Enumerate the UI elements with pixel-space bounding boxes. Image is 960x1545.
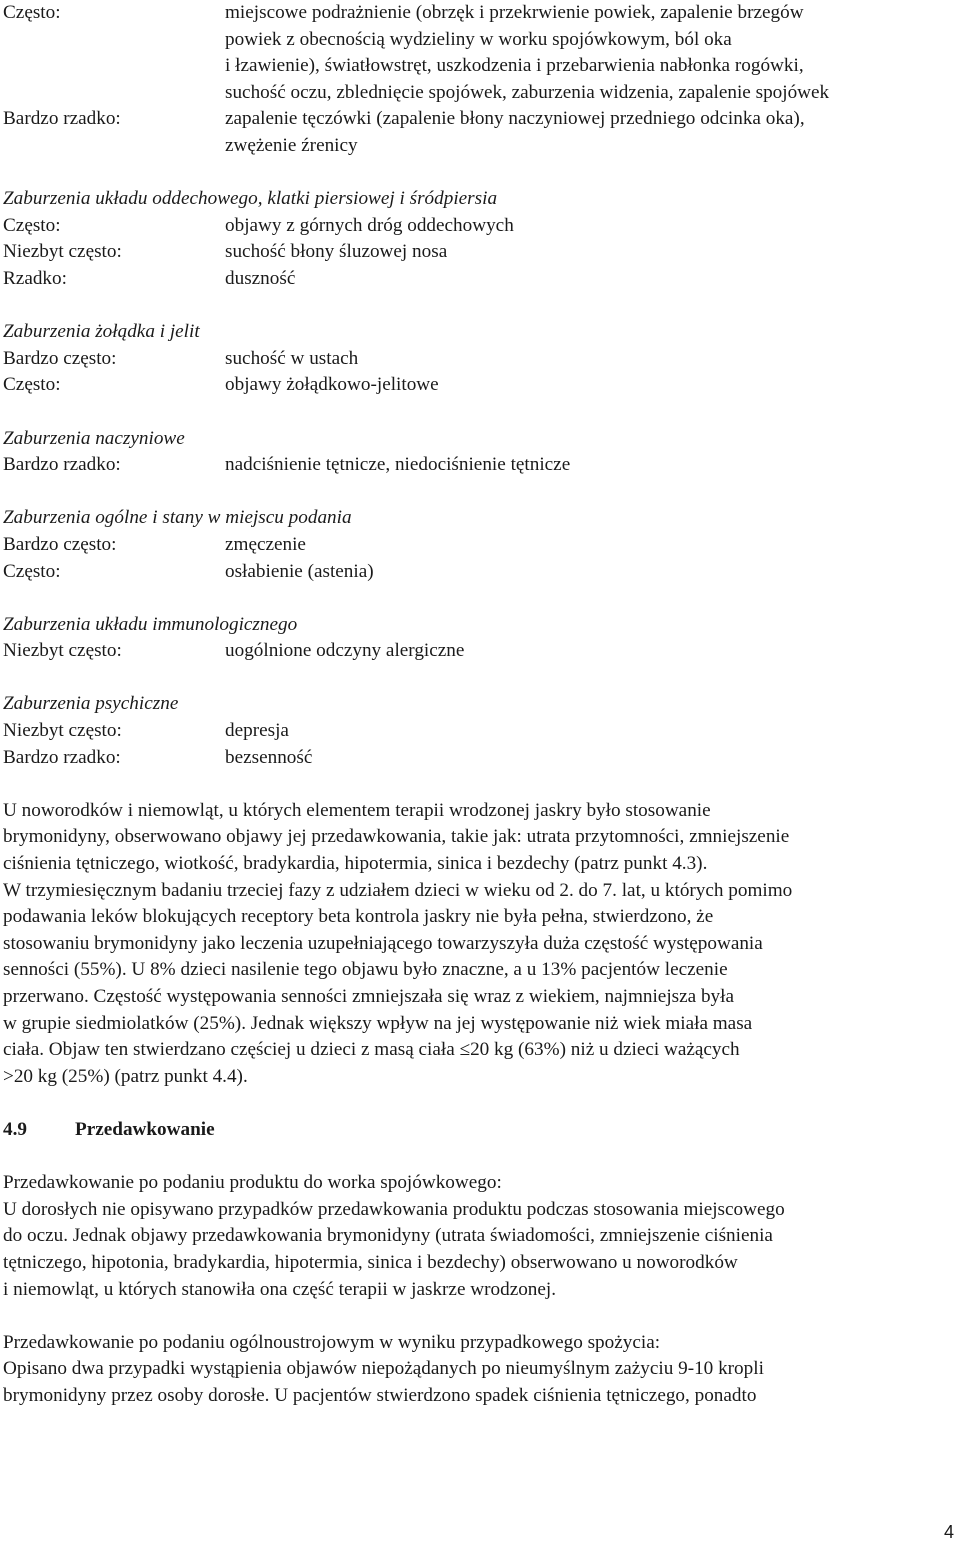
section-heading: Zaburzenia naczyniowe bbox=[3, 427, 185, 449]
text-line: ciśnienia tętniczego, wiotkość, bradykardia, hipotermia, sinica i bezdechy (patrz punkt 4.3). bbox=[3, 853, 708, 875]
section-number: 4.9 bbox=[3, 1118, 27, 1140]
adverse-effect-row bbox=[3, 745, 955, 772]
text-line: stosowaniu brymonidyny jako leczenia uzupełniającego towarzyszyła duża częstość występowania bbox=[3, 932, 763, 954]
text-line: senności (55%). U 8% dzieci nasilenie tego objawu było znaczne, a u 13% pacjentów leczenie bbox=[3, 959, 728, 981]
effect-description: objawy żołądkowo-jelitowe bbox=[225, 374, 439, 396]
frequency-label: Bardzo często: bbox=[3, 533, 117, 555]
text-line: i niemowląt, u których stanowiła ona część terapii w jaskrze wrodzonej. bbox=[3, 1278, 557, 1300]
spacer bbox=[3, 771, 955, 798]
section-heading: Zaburzenia żołądka i jelit bbox=[3, 321, 200, 343]
frequency-label: Bardzo rzadko: bbox=[3, 454, 121, 476]
frequency-label: Często: bbox=[3, 374, 61, 396]
spacer bbox=[3, 160, 955, 187]
paragraph-heading: Przedawkowanie po podaniu produktu do worka spojówkowego: bbox=[3, 1172, 502, 1194]
text-line: zwężenie źrenicy bbox=[225, 134, 358, 156]
text-line: powiek z obecnością wydzieliny w worku spojówkowym, ból oka bbox=[225, 28, 732, 50]
page-number: 4 bbox=[943, 1522, 954, 1542]
effect-description: nadciśnienie tętnicze, niedociśnienie tętnicze bbox=[225, 454, 571, 476]
frequency-label: Niezbyt często: bbox=[3, 720, 122, 742]
adverse-effect-row bbox=[3, 638, 955, 665]
adverse-effect-row bbox=[3, 452, 955, 479]
frequency-column bbox=[3, 0, 225, 160]
section-heading: Zaburzenia psychiczne bbox=[3, 693, 179, 715]
effect-description: depresja bbox=[225, 720, 289, 742]
text-line: przerwano. Częstość występowania senności zmniejszała się wraz z wiekiem, najmniejsza była bbox=[3, 986, 734, 1007]
effect-description: bezsenność bbox=[225, 746, 313, 768]
spacer bbox=[3, 1303, 955, 1330]
adverse-effect-row bbox=[3, 346, 955, 373]
text-line: W trzymiesięcznym badaniu trzeciej fazy z udziałem dzieci w wieku od 2. do 7. lat, u których pomimo bbox=[3, 879, 793, 901]
frequency-label-common: Często: bbox=[3, 2, 61, 23]
spacer bbox=[3, 1090, 955, 1117]
ocular-overdose-paragraph bbox=[3, 1170, 955, 1303]
section-title bbox=[3, 1117, 955, 1144]
section-vascular bbox=[3, 426, 955, 479]
frequency-label: Niezbyt często: bbox=[3, 241, 122, 263]
frequency-label: Często: bbox=[3, 560, 61, 582]
text-line: i łzawienie), światłowstręt, uszkodzenia i przebarwienia nabłonka rogówki, bbox=[225, 55, 804, 77]
frequency-label-very-rare: Bardzo rzadko: bbox=[3, 108, 121, 130]
frequency-label: Bardzo rzadko: bbox=[3, 746, 121, 768]
spacer bbox=[3, 1144, 955, 1171]
effect-description: uogólnione odczyny alergiczne bbox=[225, 640, 465, 662]
effect-description: zmęczenie bbox=[225, 533, 306, 555]
frequency-label: Rzadko: bbox=[3, 267, 67, 289]
eye-disorders-block bbox=[3, 0, 955, 160]
systemic-overdose-paragraph bbox=[3, 1330, 955, 1410]
pediatric-paragraph bbox=[3, 798, 955, 1091]
adverse-effect-row bbox=[3, 718, 955, 745]
text-line: tętniczego, hipotonia, bradykardia, hipotermia, sinica i bezdechy) obserwowano u noworodków bbox=[3, 1251, 738, 1273]
section-general bbox=[3, 505, 955, 585]
frequency-label: Niezbyt często: bbox=[3, 640, 122, 662]
text-line: U noworodków i niemowląt, u których elementem terapii wrodzonej jaskry było stosowanie bbox=[3, 799, 711, 821]
text-line: do oczu. Jednak objawy przedawkowania brymonidyny (utrata świadomości, zmniejszenie ciśnienia bbox=[3, 1225, 773, 1247]
document-page bbox=[3, 0, 955, 1410]
section-gastrointestinal bbox=[3, 319, 955, 399]
effect-description: suchość w ustach bbox=[225, 347, 359, 369]
effect-description: duszność bbox=[225, 267, 296, 289]
spacer bbox=[3, 293, 955, 320]
text-line: suchość oczu, zblednięcie spojówek, zaburzenia widzenia, zapalenie spojówek bbox=[225, 81, 830, 103]
text-line: miejscowe podrażnienie (obrzęk i przekrwienie powiek, zapalenie brzegów bbox=[225, 2, 804, 23]
adverse-effect-row bbox=[3, 559, 955, 586]
effect-description: objawy z górnych dróg oddechowych bbox=[225, 214, 514, 236]
section-psychiatric bbox=[3, 691, 955, 771]
section-heading: Zaburzenia układu oddechowego, klatki piersiowej i śródpiersia bbox=[3, 188, 498, 210]
section-immune bbox=[3, 612, 955, 665]
text-line: brymonidyny, obserwowano objawy jej przedawkowania, takie jak: utrata przytomności, zmniejszenie bbox=[3, 826, 790, 848]
section-title-text: Przedawkowanie bbox=[75, 1118, 215, 1140]
adverse-effect-row bbox=[3, 372, 955, 399]
spacer bbox=[3, 479, 955, 506]
text-line: w grupie siedmiolatków (25%). Jednak większy wpływ na jej występowanie niż wiek miała masa bbox=[3, 1012, 753, 1034]
effect-description: suchość błony śluzowej nosa bbox=[225, 241, 448, 263]
text-line: podawania leków blokujących receptory beta kontrola jaskry nie była pełna, stwierdzono, że bbox=[3, 906, 714, 928]
text-line: zapalenie tęczówki (zapalenie błony naczyniowej przedniego odcinka oka), bbox=[225, 108, 805, 130]
effect-description: osłabienie (astenia) bbox=[225, 560, 374, 582]
eye-disorders-description bbox=[225, 0, 955, 160]
adverse-effect-row bbox=[3, 213, 955, 240]
adverse-effect-row bbox=[3, 239, 955, 266]
adverse-effect-row bbox=[3, 266, 955, 293]
text-line: U dorosłych nie opisywano przypadków przedawkowania produktu podczas stosowania miejscowego bbox=[3, 1198, 785, 1220]
spacer bbox=[3, 399, 955, 426]
paragraph-heading: Przedawkowanie po podaniu ogólnoustrojowym w wyniku przypadkowego spożycia: bbox=[3, 1331, 661, 1353]
frequency-label: Często: bbox=[3, 214, 61, 236]
adverse-effect-row bbox=[3, 532, 955, 559]
text-line: Opisano dwa przypadki wystąpienia objawów niepożądanych po nieumyślnym zażyciu 9-10 kropli bbox=[3, 1358, 764, 1380]
section-respiratory bbox=[3, 186, 955, 292]
spacer bbox=[3, 665, 955, 692]
section-heading: Zaburzenia ogólne i stany w miejscu podania bbox=[3, 507, 352, 529]
text-line: >20 kg (25%) (patrz punkt 4.4). bbox=[3, 1065, 248, 1087]
spacer bbox=[3, 585, 955, 612]
section-heading: Zaburzenia układu immunologicznego bbox=[3, 613, 298, 635]
frequency-label: Bardzo często: bbox=[3, 347, 117, 369]
text-line: ciała. Objaw ten stwierdzano częściej u dzieci z masą ciała ≤20 kg (63%) niż u dzieci ważących bbox=[3, 1039, 740, 1061]
text-line: brymonidyny przez osoby dorosłe. U pacjentów stwierdzono spadek ciśnienia tętniczego, ponadto bbox=[3, 1384, 757, 1406]
